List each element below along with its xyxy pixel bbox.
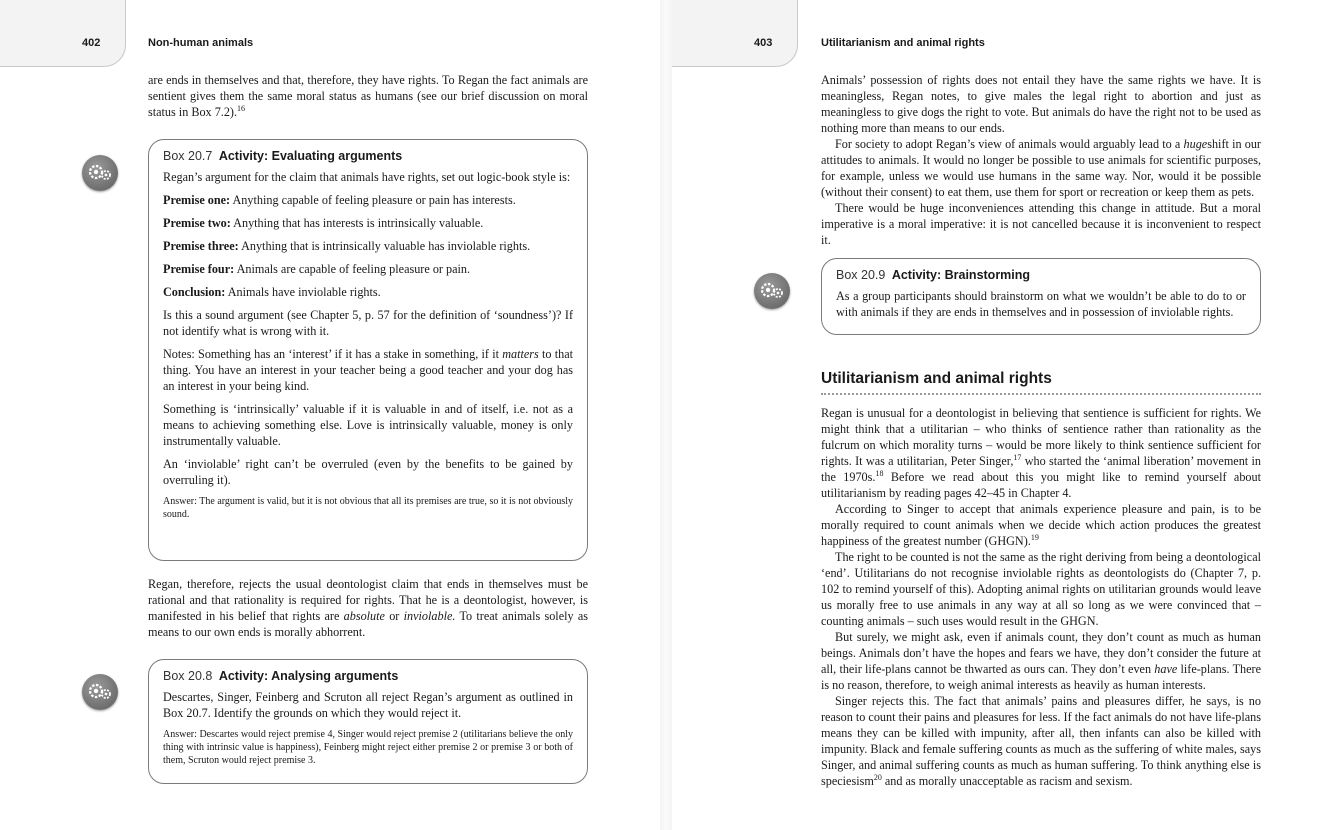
page-number: 402 bbox=[82, 37, 101, 49]
premise-two: Premise two: Anything that has interests is intrinsically valuable. bbox=[163, 216, 484, 230]
page-number: 403 bbox=[754, 37, 773, 49]
paragraph: But surely, we might ask, even if animals count, they don’t count as much as human beings. Animals don’t have the hopes and fears we have, they don’t consider the future at all, their life-plans cannot be thwarted as ours can. They don’t even have life-plans. There is no reason, therefore, to weigh animal interests as heavily as human interests. bbox=[821, 630, 1261, 692]
paragraph: For society to adopt Regan’s view of animals would arguably lead to a hugeshift in our attitudes to animals. It would no longer be possible to use animals for scientific purposes, for example, unless we would use humans in the same way. Nor, would it be possible (without their consent) to eat them, use them for sport or recreation or keep them as pets. bbox=[821, 137, 1261, 199]
box-title: Box 20.8 Activity: Analysing arguments bbox=[163, 669, 399, 683]
heading-rule bbox=[821, 393, 1261, 395]
box-intro: Regan’s argument for the claim that animals have rights, set out logic-book style is: bbox=[163, 170, 571, 184]
paragraph: Regan is unusual for a deontologist in believing that sentience is sufficient for rights. We might think that a utilitarian – who thinks of sentience rather than rationality as the fulcrum on which morality turns – would be more likely to think sentience sufficient for rights. It was a utilitarian, Peter Singer,$^{17}$ who started the ‘animal liberation’ movement in the 1970s.$^{18}$ Before we read about this you might like to remind yourself about utilitarianism by reading pages 42–45 in Chapter 4. bbox=[821, 406, 1261, 500]
gears-icon bbox=[754, 273, 790, 309]
premise-four: Premise four: Animals are capable of feeling pleasure or pain. bbox=[163, 262, 471, 276]
paragraph: Animals’ possession of rights does not entail they have the same rights we have. It is meaningless, Regan notes, to give males the legal right to abortion and just as meaningless to give dogs the right to vote. But animals do have the right not to be used as nothing more than means to our ends. bbox=[821, 73, 1261, 135]
conclusion: Conclusion: Animals have inviolable rights. bbox=[163, 285, 381, 299]
paragraph: According to Singer to accept that animals experience pleasure and pain, is to be morally required to count animals when we decide which action produces the greatest happiness of the greatest number (GHGN).$^{19}$ bbox=[821, 502, 1261, 548]
paragraph: The right to be counted is not the same as the right deriving from being a deontological ‘end’. Utilitarians do not recognise inviolable rights as deontologists do (Chapter 7, p. 102 to remind yourself of this). Adopting animal rights on utilitarian grounds would leave us morally free to use animals in any way at all so long as we were convinced that – counting animals – such uses would result in the GHGN. bbox=[821, 550, 1261, 628]
box-inviolable-note: An ‘inviolable’ right can’t be overruled (even by the benefits to be gained by overruling it). bbox=[163, 457, 573, 487]
footnote-ref: 16 bbox=[237, 103, 246, 113]
box-answer: Answer: The argument is valid, but it is not obvious that all its premises are true, so it is not obviously sound. bbox=[163, 496, 573, 520]
page-gutter bbox=[660, 0, 672, 830]
box-20-7 bbox=[148, 139, 588, 561]
box-notes: Notes: Something has an ‘interest’ if it has a stake in something, if it matters to that thing. You have an interest in your teacher being a good teacher and your dog has an interest in your being kind. bbox=[163, 347, 573, 393]
box-title: Box 20.9 Activity: Brainstorming bbox=[836, 268, 1031, 282]
box-20-9 bbox=[821, 258, 1261, 335]
box-question: Is this a sound argument (see Chapter 5, p. 57 for the definition of ‘soundness’)? If not identify what is wrong with it. bbox=[163, 308, 573, 338]
opening-paragraphs bbox=[821, 72, 1261, 248]
premise-three: Premise three: Anything that is intrinsically valuable has inviolable rights. bbox=[163, 239, 531, 253]
running-head: Utilitarianism and animal rights bbox=[821, 37, 985, 49]
box-text: As a group participants should brainstorm on what we wouldn’t be able to do to or with animals if they are ends in themselves and in possession of inviolable rights. bbox=[836, 289, 1246, 319]
premise-one: Premise one: Anything capable of feeling pleasure or pain has interests. bbox=[163, 193, 516, 207]
page-number-tab bbox=[0, 0, 126, 67]
gears-icon bbox=[82, 155, 118, 191]
box-text: Descartes, Singer, Feinberg and Scruton all reject Regan’s argument as outlined in Box 20.7. Identify the grounds on which they would reject it. bbox=[163, 690, 573, 720]
running-head: Non-human animals bbox=[148, 37, 254, 49]
page-number-tab bbox=[672, 0, 798, 67]
paragraph: There would be huge inconveniences attending this change in attitude. But a moral imperative is a moral imperative: it is not cancelled because it is inconvenient to respect it. bbox=[821, 201, 1261, 247]
box-title: Box 20.7 Activity: Evaluating arguments bbox=[163, 149, 403, 163]
box-answer: Answer: Descartes would reject premise 4, Singer would reject premise 2 (utilitarians believe the only thing with intrinsic value is happiness), Feinberg might reject either premise 2 or premise 3 or both of them, Scruton would reject premise 3. bbox=[163, 729, 573, 766]
right-page bbox=[672, 0, 1317, 830]
section-heading: Utilitarianism and animal rights bbox=[821, 370, 1052, 387]
gears-icon bbox=[82, 674, 118, 710]
middle-paragraph: Regan, therefore, rejects the usual deontologist claim that ends in themselves must be rational and that rationality is required for rights. That he is a deontologist, however, is manifested in his belief that rights are absolute or inviolable. To treat animals solely as means to our own ends is morally abhorrent. bbox=[148, 577, 588, 639]
box-intrinsic-note: Something is ‘intrinsically’ valuable if it is valuable in and of itself, i.e. not as a means to achieving something else. Love is intrinsically valuable, money is only instrumentally valuable. bbox=[163, 402, 573, 448]
paragraph: Singer rejects this. The fact that animals’ pains and pleasures differ, he says, is no reason to count their pains and pleasures for less. If the fact animals do not have life-plans means they can be killed with impunity, after all, then infants can also be killed with impunity. Black and female suffering counts as much as the suffering of white males, says Singer, and animal suffering counts as much as human suffering. To think anything else is speciesism$^{20}$ and as morally unacceptable as racism and sexism. bbox=[821, 694, 1261, 788]
section-body bbox=[821, 405, 1261, 789]
intro-paragraph: are ends in themselves and that, therefore, they have rights. To Regan the fact animals are sentient gives them the same moral status as humans (see our brief discussion on moral status in Box 7.2).$^{16}$ bbox=[148, 73, 588, 119]
box-20-8 bbox=[148, 659, 588, 784]
